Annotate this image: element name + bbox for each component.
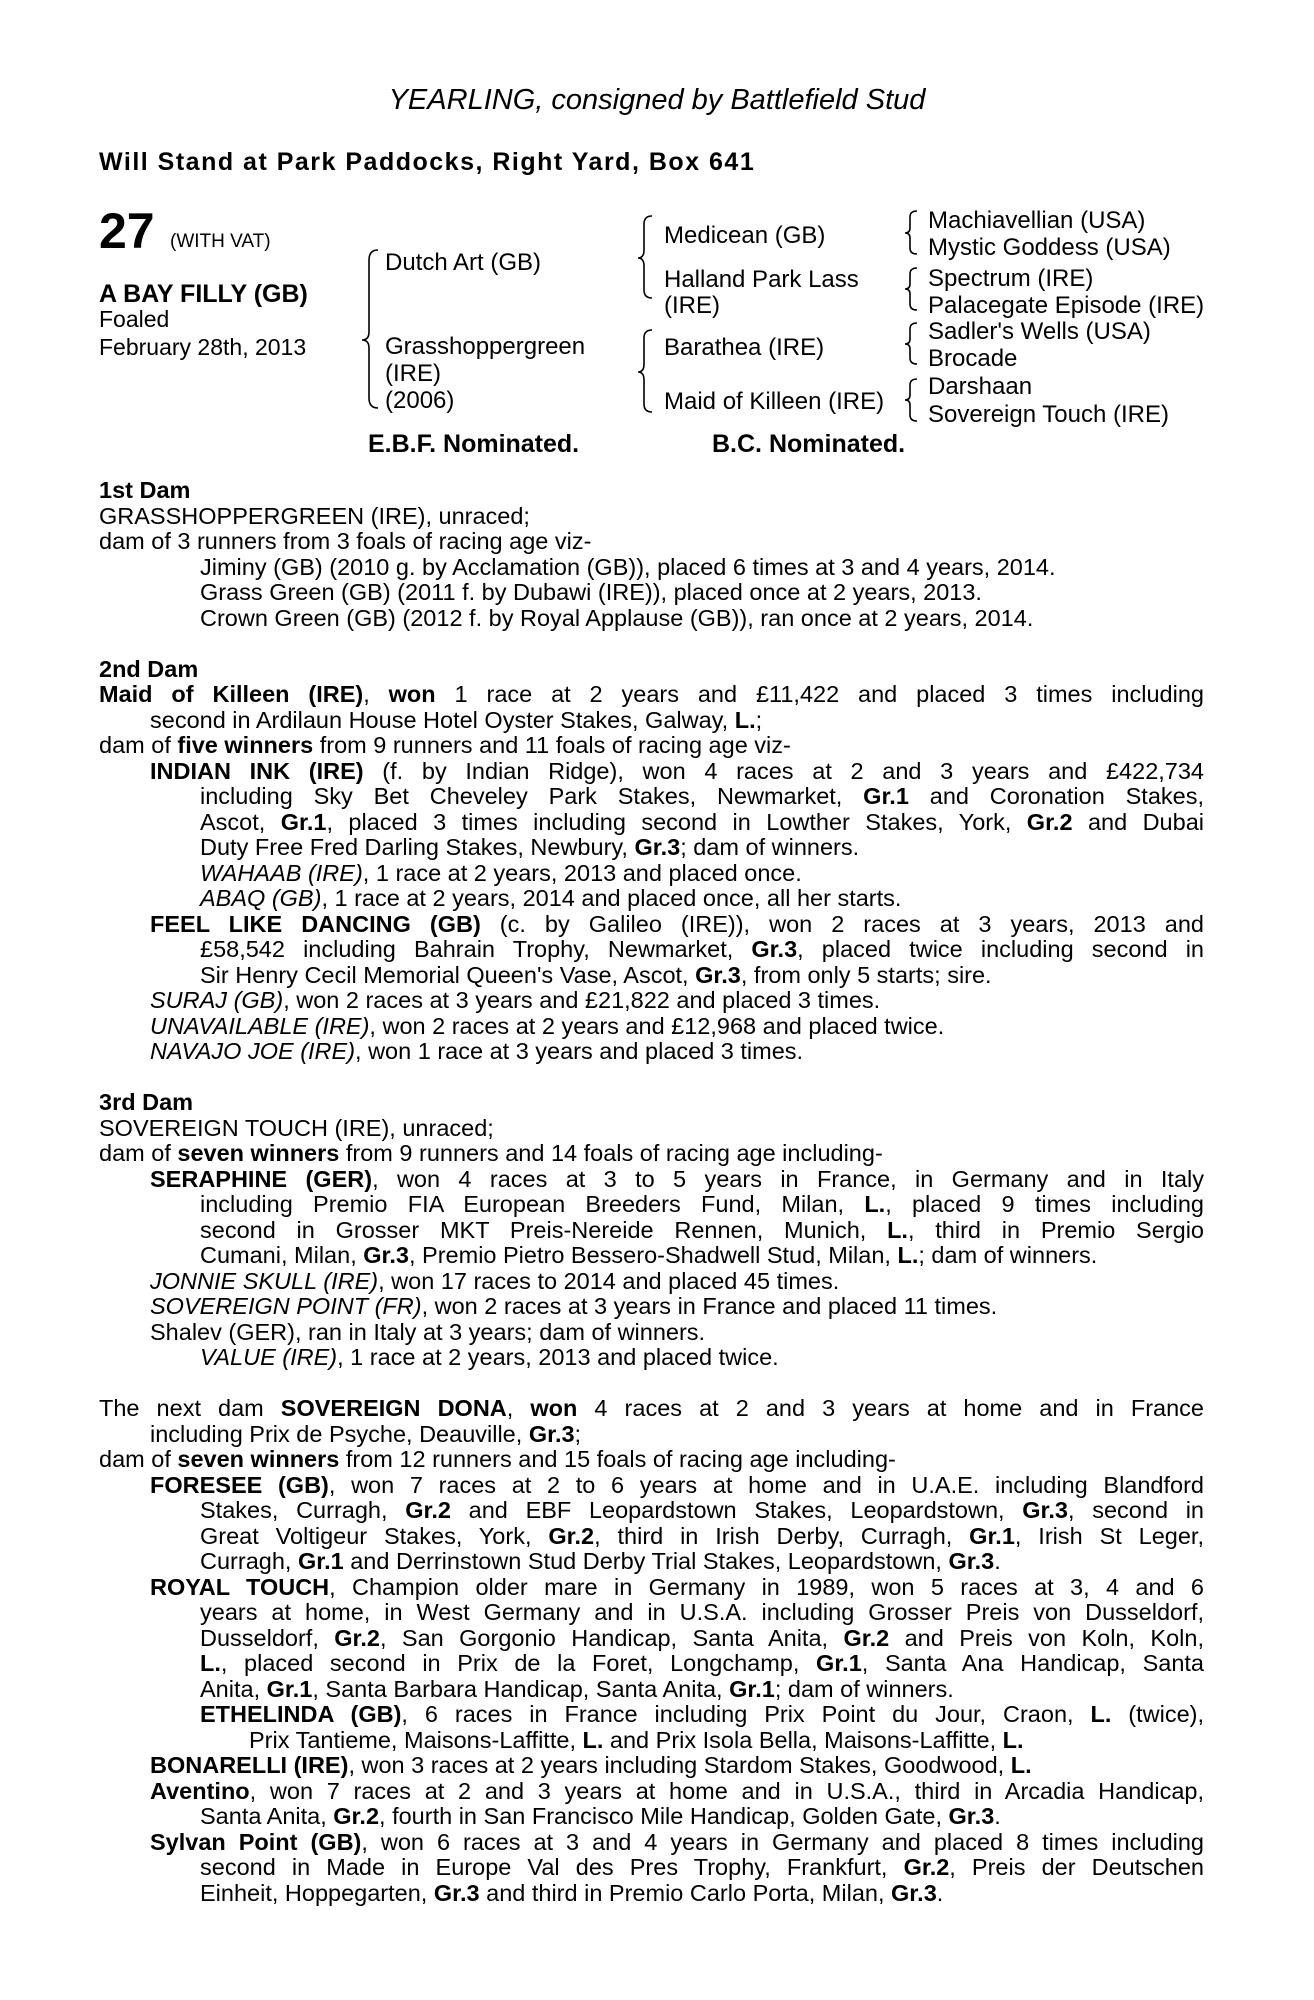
third-dam-line: dam of seven winners from 9 runners and 14 foals of racing age including- [99,1140,883,1166]
third-dam-line: SERAPHINE (GER), won 4 races at 3 to 5 years in France, in Germany and in Italy [150,1165,1204,1192]
third-dam-line: second in Grosser MKT Preis-Nereide Rennen, Munich, L., third in Premio Sergio [200,1216,1204,1243]
next-dam-line: Great Voltigeur Stakes, York, Gr.2, third in Irish Derby, Curragh, Gr.1, Irish St Leger, [200,1522,1204,1549]
first-dam-produce: Jiminy (GB) (2010 g. by Acclamation (GB)), placed 6 times at 3 and 4 years, 2014. [200,553,1056,580]
next-dam-line: Einheit, Hoppegarten, Gr.3 and third in Premio Carlo Porta, Milan, Gr.3. [200,1879,944,1906]
next-dam-line: Anita, Gr.1, Santa Barbara Handicap, Santa Anita, Gr.1; dam of winners. [200,1675,954,1702]
next-dam-line: second in Made in Europe Val des Pres Trophy, Frankfurt, Gr.2, Preis der Deutschen [200,1854,1204,1880]
main-bracket [362,250,378,408]
second-dam-line: WAHAAB (IRE), 1 race at 2 years, 2013 and placed once. [200,859,802,886]
second-dam-line: FEEL LIKE DANCING (GB) (c. by Galileo (IRE)), won 2 races at 3 years, 2013 and [150,910,1204,937]
next-dam-line: FORESEE (GB), won 7 races at 2 to 6 years at home and in U.A.E. including Blandford [150,1471,1204,1498]
dam-bracket [638,330,652,412]
bc-nominated: B.C. Nominated. [712,430,906,458]
ancestor-2: Mystic Goddess (USA) [928,234,1171,261]
second-dam-line: ABAQ (GB), 1 race at 2 years, 2014 and placed once, all her starts. [200,885,902,911]
ancestor-5: Sadler's Wells (USA) [928,318,1151,345]
first-dam-produce: Grass Green (GB) (2011 f. by Dubawi (IRE)), placed once at 2 years, 2013. [200,579,982,605]
lot-number: 27 [99,203,155,259]
sale-heading: YEARLING, consigned by Battlefield Stud [388,84,926,116]
next-dam-line: ETHELINDA (GB), 6 races in France including Prix Point du Jour, Craon, L. (twice), [200,1701,1205,1727]
next-dam-line: Sylvan Point (GB), won 6 races at 3 and 4 years in Germany and placed 8 times including [150,1828,1205,1855]
third-dam-line: SOVEREIGN TOUCH (IRE), unraced; [99,1114,494,1141]
vat-note: (WITH VAT) [170,231,271,252]
second-dam-line: £58,542 including Bahrain Trophy, Newmarket, Gr.3, placed twice including second in [200,936,1204,962]
dam-name-line3: (2006) [385,387,455,414]
ancestor-3: Spectrum (IRE) [928,265,1094,292]
ancestor-6: Brocade [928,345,1018,372]
dam-dam-name: Maid of Killeen (IRE) [664,388,885,415]
third-dam-line: Cumani, Milan, Gr.3, Premio Pietro Bessero-Shadwell Stud, Milan, L.; dam of winners. [200,1242,1098,1268]
g-bracket-2 [905,268,917,310]
second-dam-line: second in Ardilaun House Hotel Oyster Stakes, Galway, L.; [150,706,763,733]
next-dam-line: including Prix de Psyche, Deauville, Gr.3; [150,1420,582,1447]
second-dam-line: Sir Henry Cecil Memorial Queen's Vase, Ascot, Gr.3, from only 5 starts; sire. [200,961,992,988]
g-bracket-1 [905,211,917,254]
sire-sire-name: Medicean (GB) [664,222,826,249]
g-bracket-4 [905,379,917,421]
sire-dam-name-line2: (IRE) [664,292,720,319]
horse-title: A BAY FILLY (GB) [99,280,308,308]
foaled-label: Foaled [99,306,170,332]
ebf-nominated: E.B.F. Nominated. [368,430,580,458]
first-dam-line: dam of 3 runners from 3 foals of racing age viz- [99,528,592,554]
second-dam-line: dam of five winners from 9 runners and 11 foals of racing age viz- [99,732,791,758]
dam-name-line1: Grasshoppergreen [385,333,586,360]
second-dam-line: NAVAJO JOE (IRE), won 1 race at 3 years and placed 3 times. [150,1038,804,1064]
third-dam-line: SOVEREIGN POINT (FR), won 2 races at 3 years in France and placed 11 times. [150,1293,998,1319]
second-dam-line: INDIAN INK (IRE) (f. by Indian Ridge), won 4 races at 2 and 3 years and £422,734 [150,757,1205,784]
ancestor-7: Darshaan [928,373,1033,400]
foaled-date: February 28th, 2013 [99,334,307,360]
second-dam-line: Duty Free Fred Darling Stakes, Newbury, Gr.3; dam of winners. [200,834,860,860]
next-dam-line: Prix Tantieme, Maisons-Laffitte, L. and Prix Isola Bella, Maisons-Laffitte, L. [249,1726,1024,1753]
ancestor-8: Sovereign Touch (IRE) [928,401,1170,428]
sire-name: Dutch Art (GB) [385,249,542,276]
next-dam-line: Aventino, won 7 races at 2 and 3 years at home and in U.S.A., third in Arcadia Handicap, [150,1777,1204,1804]
dam-name-line2: (IRE) [385,360,441,387]
ancestor-1: Machiavellian (USA) [928,207,1146,234]
second-dam-line: UNAVAILABLE (IRE), won 2 races at 2 years and £12,968 and placed twice. [150,1012,945,1039]
next-dam-line: Santa Anita, Gr.2, fourth in San Francisco Mile Handicap, Golden Gate, Gr.3. [200,1803,1001,1829]
ancestor-4: Palacegate Episode (IRE) [928,292,1205,319]
first-dam-heading: 1st Dam [99,477,191,503]
second-dam-line: Ascot, Gr.1, placed 3 times including second in Lowther Stakes, York, Gr.2 and Dubai [200,808,1204,835]
next-dam-line: BONARELLI (IRE), won 3 races at 2 years including Stardom Stakes, Goodwood, L. [150,1752,1032,1778]
sire-bracket [638,216,652,298]
first-dam-line: GRASSHOPPERGREEN (IRE), unraced; [99,502,530,529]
next-dam-line: L., placed second in Prix de la Foret, Longchamp, Gr.1, Santa Ana Handicap, Santa [200,1650,1204,1676]
sire-dam-name-line1: Halland Park Lass [664,266,859,293]
second-dam-line: including Sky Bet Cheveley Park Stakes, Newmarket, Gr.1 and Coronation Stakes, [200,783,1204,809]
third-dam-line: including Premio FIA European Breeders Fund, Milan, L., placed 9 times including [200,1191,1204,1217]
next-dam-line: dam of seven winners from 12 runners and 15 foals of racing age including- [99,1446,896,1472]
third-dam-heading: 3rd Dam [99,1089,194,1115]
second-dam-line: Maid of Killeen (IRE), won 1 race at 2 years and £11,422 and placed 3 times including [99,681,1204,707]
third-dam-line: JONNIE SKULL (IRE), won 17 races to 2014 and placed 45 times. [150,1267,840,1294]
stand-location: Will Stand at Park Paddocks, Right Yard, Box 641 [99,148,756,176]
second-dam-line: SURAJ (GB), won 2 races at 3 years and £21,822 and placed 3 times. [150,987,881,1013]
second-dam-heading: 2nd Dam [99,655,199,682]
third-dam-line: Shalev (GER), ran in Italy at 3 years; dam of winners. [150,1318,706,1345]
next-dam-line: The next dam SOVEREIGN DONA, won 4 races at 2 and 3 years at home and in France [99,1395,1204,1421]
next-dam-line: years at home, in West Germany and in U.S.A. including Grosser Preis von Dusseldorf, [200,1599,1204,1625]
next-dam-line: Dusseldorf, Gr.2, San Gorgonio Handicap, Santa Anita, Gr.2 and Preis von Koln, Koln, [200,1624,1204,1651]
dam-sire-name: Barathea (IRE) [664,334,825,361]
next-dam-line: Stakes, Curragh, Gr.2 and EBF Leopardstown Stakes, Leopardstown, Gr.3, second in [200,1497,1205,1523]
next-dam-line: Curragh, Gr.1 and Derrinstown Stud Derby Trial Stakes, Leopardstown, Gr.3. [200,1548,1001,1574]
first-dam-produce: Crown Green (GB) (2012 f. by Royal Applause (GB)), ran once at 2 years, 2014. [200,604,1034,631]
next-dam-line: ROYAL TOUCH, Champion older mare in Germany in 1989, won 5 races at 3, 4 and 6 [150,1573,1204,1600]
catalogue-body [99,478,1204,1906]
third-dam-line: VALUE (IRE), 1 race at 2 years, 2013 and placed twice. [200,1344,779,1370]
g-bracket-3 [905,323,917,364]
